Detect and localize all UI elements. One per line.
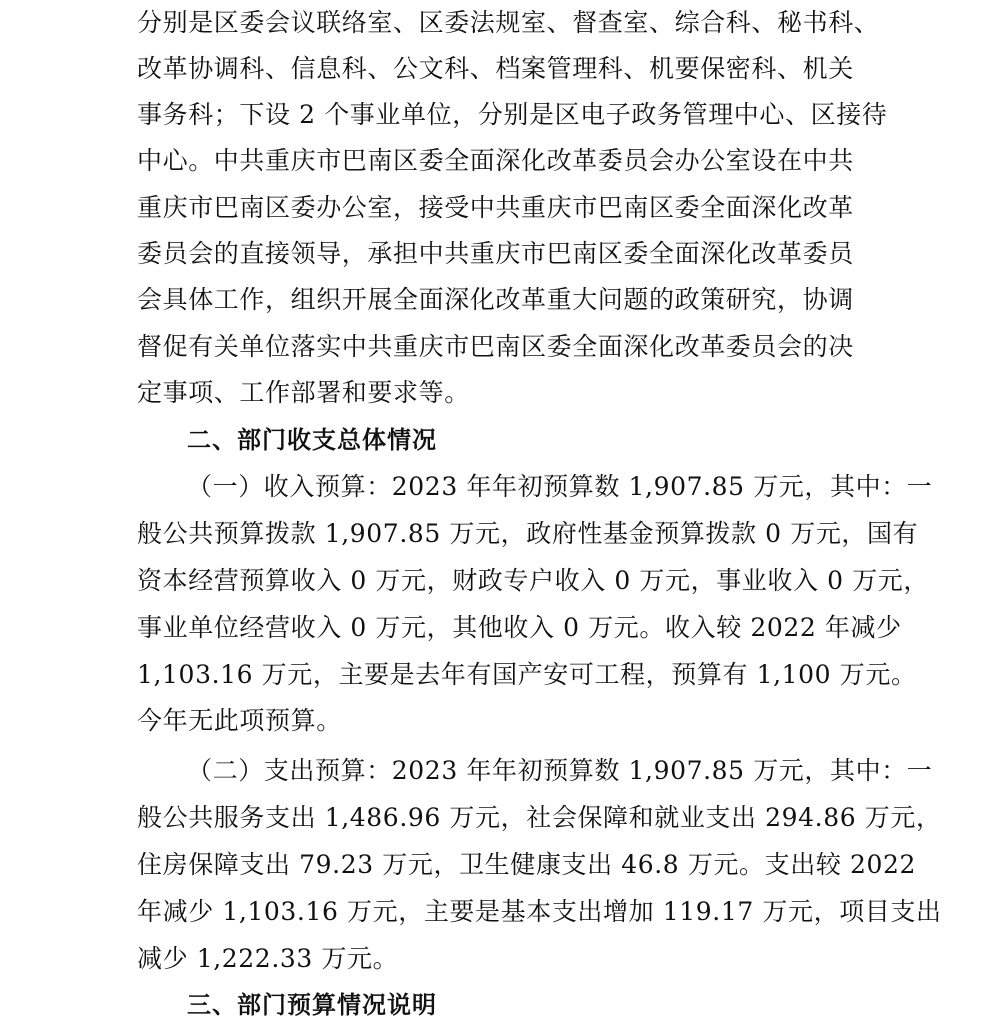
- paragraph-line: 委员会的直接领导，承担中共重庆市巴南区委全面深化改革委员: [137, 239, 854, 268]
- section-heading-3: 三、部门预算情况说明: [187, 991, 437, 1019]
- expense-line: 住房保障支出 79.23 万元，卫生健康支出 46.8 万元。支出较 2022: [137, 850, 916, 879]
- paragraph-line: 事务科；下设 2 个事业单位，分别是区电子政务管理中心、区接待: [137, 100, 888, 129]
- expense-line: 减少 1,222.33 万元。: [137, 944, 399, 973]
- income-line: 今年无此项预算。: [137, 706, 342, 735]
- income-line: 般公共预算拨款 1,907.85 万元，政府性基金预算拨款 0 万元，国有: [137, 519, 919, 548]
- expense-line: 般公共服务支出 1,486.96 万元，社会保障和就业支出 294.86 万元，: [137, 803, 942, 832]
- paragraph-line: 重庆市巴南区委办公室，接受中共重庆市巴南区委全面深化改革: [137, 193, 854, 222]
- paragraph-line: 定事项、工作部署和要求等。: [137, 378, 470, 407]
- income-line: （一）收入预算：2023 年年初预算数 1,907.85 万元，其中：一: [187, 472, 933, 501]
- paragraph-line: 改革协调科、信息科、公文科、档案管理科、机要保密科、机关: [137, 54, 854, 83]
- paragraph-line: 会具体工作，组织开展全面深化改革重大问题的政策研究，协调: [137, 285, 854, 314]
- income-line: 1,103.16 万元，主要是去年有国产安可工程，预算有 1,100 万元。: [137, 660, 917, 689]
- income-line: 资本经营预算收入 0 万元，财政专户收入 0 万元，事业收入 0 万元，: [137, 566, 930, 595]
- income-line: 事业单位经营收入 0 万元，其他收入 0 万元。收入较 2022 年减少: [137, 613, 902, 642]
- paragraph-line: 分别是区委会议联络室、区委法规室、督查室、综合科、秘书科、: [137, 8, 880, 37]
- paragraph-line: 中心。中共重庆市巴南区委全面深化改革委员会办公室设在中共: [137, 146, 854, 175]
- expense-line: （二）支出预算：2023 年年初预算数 1,907.85 万元，其中：一: [187, 756, 933, 785]
- paragraph-line: 督促有关单位落实中共重庆市巴南区委全面深化改革委员会的决: [137, 332, 854, 361]
- section-heading-2: 二、部门收支总体情况: [187, 426, 437, 454]
- expense-line: 年减少 1,103.16 万元，主要是基本支出增加 119.17 万元，项目支出: [137, 897, 942, 926]
